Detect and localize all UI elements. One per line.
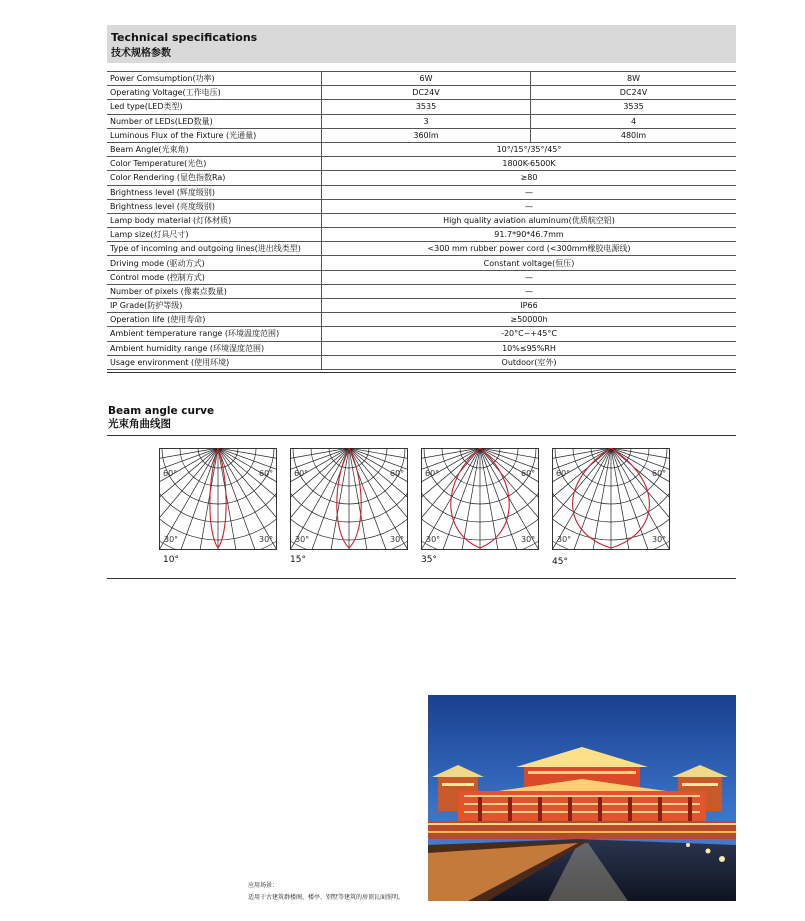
- spec-table-bottom-rule: [107, 372, 736, 373]
- beam-curve-diagram: [159, 448, 277, 550]
- spec-row: [107, 199, 736, 213]
- spec-label: IP Grade(防护等级): [107, 299, 322, 313]
- spec-label: Operation life (使用寿命): [107, 313, 322, 327]
- spec-row: [107, 228, 736, 242]
- spec-label: Ambient humidity range (环境湿度范围): [107, 341, 322, 355]
- spec-row: [107, 341, 736, 355]
- beam-degree-label: 60°: [652, 469, 667, 478]
- spec-label: Power Comsumption(功率): [107, 72, 322, 86]
- spec-row: [107, 142, 736, 156]
- beam-degree-label: 30°: [426, 535, 441, 544]
- spec-row: [107, 270, 736, 284]
- beam-degree-label: 60°: [521, 469, 536, 478]
- spec-title-cn: 技术规格参数: [111, 48, 171, 59]
- spec-value: —: [322, 199, 737, 213]
- spec-header-band: [107, 25, 736, 63]
- spec-value-8w: 8W: [531, 72, 736, 86]
- spec-value-8w: DC24V: [531, 86, 736, 100]
- spec-table: [107, 71, 736, 370]
- spec-value: —: [322, 185, 737, 199]
- spec-label: Lamp size(灯具尺寸): [107, 228, 322, 242]
- application-caption-text: 适用于古建筑群楼阁、楼亭、别墅等建筑的房顶瓦面照明。: [248, 894, 405, 901]
- beam-section-top-rule: [107, 435, 736, 436]
- beam-degree-label: 60°: [163, 469, 178, 478]
- spec-value-6w: 3: [322, 114, 531, 128]
- beam-angle-label: 10°: [163, 555, 179, 565]
- spec-label: Brightness level (亮度级别): [107, 199, 322, 213]
- spec-value-8w: 4: [531, 114, 736, 128]
- spec-value: —: [322, 284, 737, 298]
- spec-value: <300 mm rubber power cord (<300mm橡胶电源线): [322, 242, 737, 256]
- spec-row: [107, 256, 736, 270]
- beam-section-title: [108, 405, 214, 431]
- beam-angle-label: 35°: [421, 555, 437, 565]
- beam-curve-diagram: [552, 448, 670, 550]
- spec-row: [107, 171, 736, 185]
- spec-row: [107, 114, 736, 128]
- spec-label: Ambient temperature range (环境温度范围): [107, 327, 322, 341]
- spec-value: 1800K-6500K: [322, 157, 737, 171]
- beam-degree-label: 30°: [652, 535, 667, 544]
- spec-label: Type of incoming and outgoing lines(进出线类型): [107, 242, 322, 256]
- spec-value: High quality aviation aluminum(优质航空铝): [322, 213, 737, 227]
- spec-label: Color Rendering (显色指数Ra): [107, 171, 322, 185]
- beam-degree-label: 60°: [294, 469, 309, 478]
- spec-label: Lamp body material (灯体材质): [107, 213, 322, 227]
- spec-label: Brightness level (辉度级别): [107, 185, 322, 199]
- spec-label: Number of LEDs(LED数量): [107, 114, 322, 128]
- beam-degree-label: 30°: [164, 535, 179, 544]
- spec-label: Driving mode (驱动方式): [107, 256, 322, 270]
- spec-row: [107, 128, 736, 142]
- spec-value-8w: 3535: [531, 100, 736, 114]
- beam-title-cn: 光束角曲线图: [108, 418, 171, 430]
- spec-label: Led type(LED类型): [107, 100, 322, 114]
- spec-label: Color Temperature(光色): [107, 157, 322, 171]
- spec-value: -20°C~+45°C: [322, 327, 737, 341]
- spec-value: Constant voltage(恒压): [322, 256, 737, 270]
- spec-value: ≥50000h: [322, 313, 737, 327]
- spec-value-6w: 360lm: [322, 128, 531, 142]
- spec-row: [107, 72, 736, 86]
- spec-value: ≥80: [322, 171, 737, 185]
- beam-degree-label: 60°: [259, 469, 274, 478]
- spec-row: [107, 213, 736, 227]
- spec-value: IP66: [322, 299, 737, 313]
- beam-curve-diagram: [290, 448, 408, 550]
- spec-title-en: Technical specifications: [111, 31, 258, 44]
- spec-row: [107, 299, 736, 313]
- spec-label: Operating Voltage(工作电压): [107, 86, 322, 100]
- application-photo: [428, 695, 736, 901]
- spec-label: Number of pixels (像素点数量): [107, 284, 322, 298]
- spec-row: [107, 327, 736, 341]
- beam-angle-label: 15°: [290, 555, 306, 565]
- spec-label: Luminous Flux of the Fixture (光通量): [107, 128, 322, 142]
- beam-degree-label: 60°: [390, 469, 405, 478]
- beam-degree-label: 30°: [390, 535, 405, 544]
- spec-row: [107, 284, 736, 298]
- spec-value-6w: 6W: [322, 72, 531, 86]
- beam-degree-label: 30°: [259, 535, 274, 544]
- spec-value: 10%≤95%RH: [322, 341, 737, 355]
- spec-value: Outdoor(室外): [322, 355, 737, 369]
- spec-value-6w: DC24V: [322, 86, 531, 100]
- beam-degree-label: 60°: [425, 469, 440, 478]
- beam-degree-label: 30°: [521, 535, 536, 544]
- beam-degree-label: 30°: [295, 535, 310, 544]
- spec-row: [107, 157, 736, 171]
- spec-row: [107, 242, 736, 256]
- spec-value-6w: 3535: [322, 100, 531, 114]
- spec-row: [107, 100, 736, 114]
- application-caption-title: 应用场景：: [248, 882, 279, 889]
- spec-label: Control mode (控制方式): [107, 270, 322, 284]
- beam-angle-label: 45°: [552, 557, 568, 567]
- spec-row: [107, 313, 736, 327]
- beam-section-bottom-rule: [107, 578, 736, 579]
- spec-value: 91.7*90*46.7mm: [322, 228, 737, 242]
- spec-value: —: [322, 270, 737, 284]
- spec-row: [107, 185, 736, 199]
- beam-title-en: Beam angle curve: [108, 405, 215, 417]
- spec-label: Beam Angle(光束角): [107, 142, 322, 156]
- beam-curve-diagram: [421, 448, 539, 550]
- spec-row: [107, 86, 736, 100]
- beam-degree-label: 30°: [557, 535, 572, 544]
- spec-value-8w: 480lm: [531, 128, 736, 142]
- spec-value: 10°/15°/35°/45°: [322, 142, 737, 156]
- beam-degree-label: 60°: [556, 469, 571, 478]
- spec-row: [107, 355, 736, 369]
- spec-label: Usage environment (使用环境): [107, 355, 322, 369]
